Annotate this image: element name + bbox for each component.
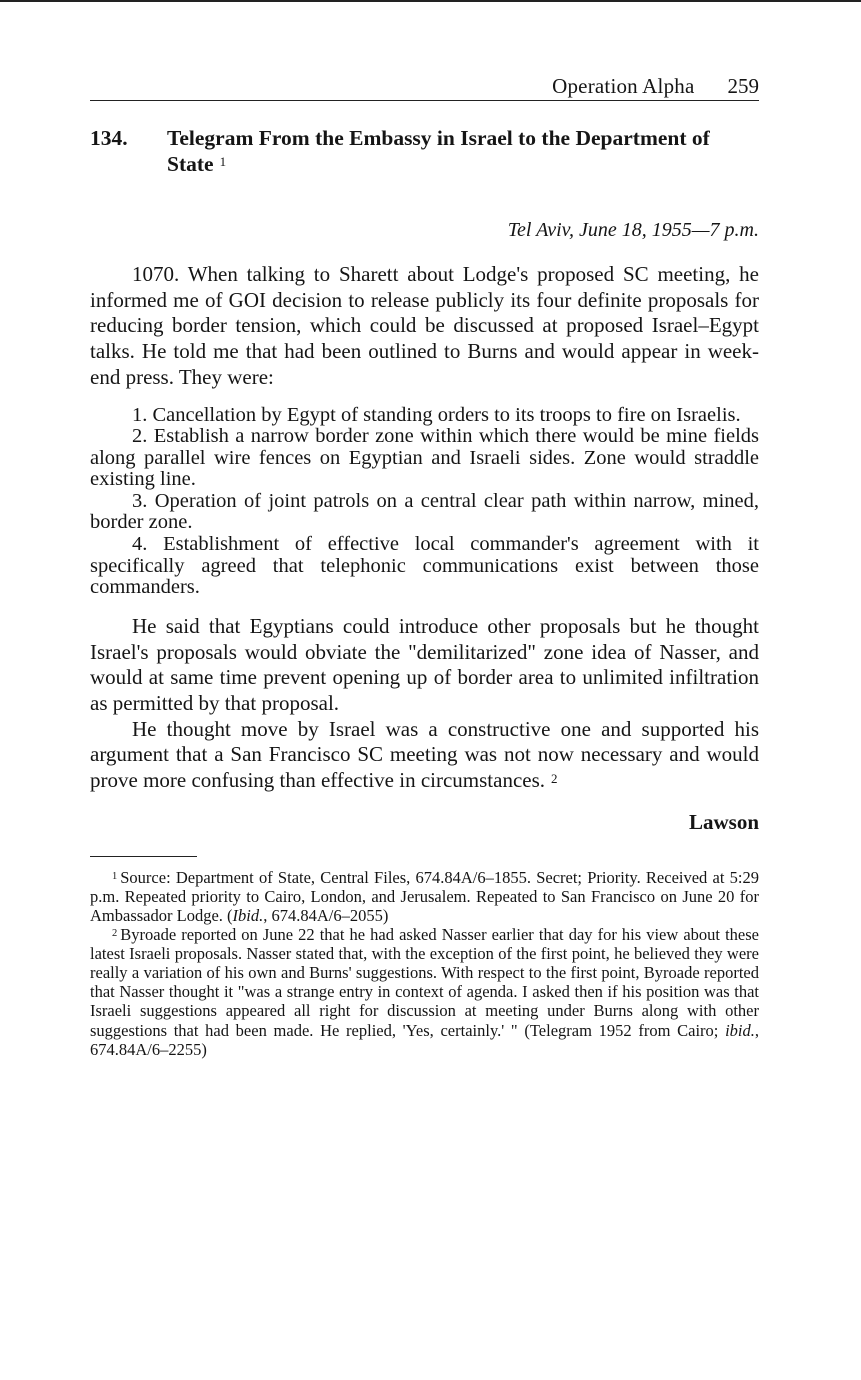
document-title-text: Telegram From the Embassy in Israel to the Department of State (167, 126, 710, 176)
footnote-ref-rest: , 674.84A/6–2255) (90, 1020, 759, 1059)
document-page (90, 74, 759, 1059)
signature: Lawson (688, 809, 759, 834)
footnote-text: Source: Department of State, Central Files, 674.84A/6–1855. Secret; Priority. Received at 5:29 p.m. Repeated priority to Cairo, London, and Jerusalem. Repeated to San Francisco on June 20 for Ambassador Lodge. ( (90, 867, 759, 925)
proposals-list (90, 405, 759, 599)
footnotes (90, 868, 759, 1059)
paragraph-constructive-move (90, 717, 759, 794)
document-heading (90, 125, 759, 177)
footnote-ref-italic: Ibid. (232, 905, 264, 925)
footnote-ref-1[interactable]: 1 (219, 154, 227, 169)
footnote-1 (90, 868, 759, 925)
proposal-item: 4. Establishment of effective local commander's agreement with it specifically agreed that telephonic communications exist between those commanders. (90, 533, 759, 599)
page-number: 259 (727, 74, 759, 98)
document-number: 134. (90, 126, 128, 150)
proposal-item: 1. Cancellation by Egypt of standing orders to its troops to fire on Israelis. (132, 403, 741, 426)
footnote-divider (90, 856, 197, 857)
footnote-ref-italic: ibid. (725, 1020, 755, 1040)
proposal-item: 3. Operation of joint patrols on a central clear path within narrow, mined, border zone. (90, 489, 759, 534)
footnote-marker: 1 (112, 870, 118, 882)
top-border (0, 0, 861, 2)
footnote-2 (90, 925, 759, 1059)
proposal-item: 2. Establish a narrow border zone within which there would be mine fields along parallel wire fences on Egyptian and Israeli sides. Zone would straddle existing line. (90, 425, 759, 491)
footnote-text: Byroade reported on June 22 that he had asked Nasser earlier that day for his view about these latest Israeli proposals. Nasser stated that, with the exception of the first point, he believed they were really a variation of his own and Burns' suggestions. With respect to the first point, Byroade reported that Nasser thought it "was a strange entry in context of agenda. I asked then if his position was that Israeli suggestions appeared all right for discussion at meeting under Burns along with other suggestions that had been made. He replied, 'Yes, certainly.' " (Telegram 1952 from Cairo; (90, 925, 759, 1040)
paragraph-egyptian-proposals: He said that Egyptians could introduce other proposals but he thought Israel's proposals would obviate the "demilitarized" zone idea of Nasser, and would at same time prevent opening up of border area to unlimited infiltration as permitted by that proposal. (90, 613, 759, 715)
document-title (167, 125, 759, 177)
section-title: Operation Alpha (552, 74, 695, 98)
dateline: Tel Aviv, June 18, 1955—7 p.m. (507, 219, 759, 241)
telegram-body (90, 262, 759, 794)
intro-paragraph: 1070. When talking to Sharett about Lodge's proposed SC meeting, he informed me of GOI decision to release publicly its four definite proposals for reducing border tension, which could be discussed at proposed Israel–Egypt talks. He told me that had been outlined to Burns and would appear in week-end press. They were: (90, 262, 759, 389)
footnote-ref-rest: , 674.84A/6–2055) (263, 905, 389, 925)
footnote-ref-2[interactable]: 2 (551, 771, 558, 787)
footnote-marker: 2 (112, 928, 118, 940)
running-head (90, 74, 759, 101)
paragraph-constructive-move-text: He thought move by Israel was a constructive one and supported his argument that a San Francisco SC meeting was not now necessary and would prove more confusing than effective in circumstances. (90, 716, 759, 793)
